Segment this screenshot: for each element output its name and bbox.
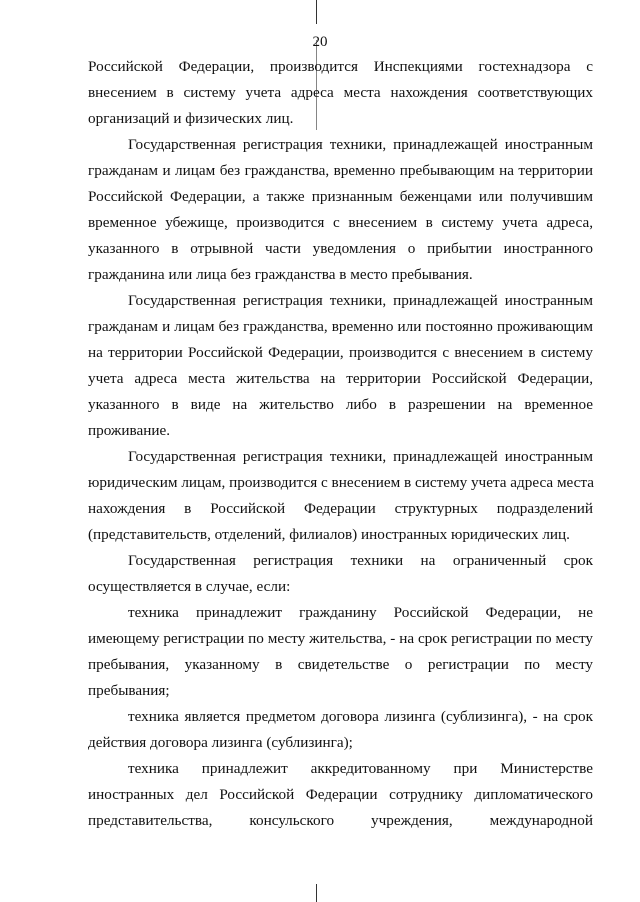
paragraph	[88, 288, 593, 444]
text-line: гражданам и лицам без гражданства, временно или постоянно проживающим	[88, 318, 593, 335]
text-line: осуществляется в случае, если:	[88, 578, 291, 595]
text-line: пребывания;	[88, 682, 170, 699]
paragraph	[88, 600, 593, 704]
text-line: указанного в отрывной части уведомления о прибытии иностранного	[88, 240, 593, 257]
paragraph	[88, 548, 593, 600]
text-line: действия договора лизинга (сублизинга);	[88, 734, 353, 751]
text-line: гражданам и лицам без гражданства, временно пребывающим на территории	[88, 162, 593, 179]
text-line: Российской Федерации, производится Инспекциями гостехнадзора с	[88, 58, 593, 75]
text-line: Российской Федерации, а также признанным беженцами или получившим	[88, 188, 593, 205]
paragraph	[88, 54, 593, 132]
text-line: на территории Российской Федерации, производится с внесением в систему	[88, 344, 593, 361]
text-line: нахождения в Российской Федерации структурных подразделений	[88, 500, 593, 517]
text-line: техника принадлежит аккредитованному при Министерстве	[128, 760, 593, 777]
scan-artifact-line-top	[316, 0, 317, 24]
text-line: иностранных дел Российской Федерации сотруднику дипломатического	[88, 786, 593, 803]
text-line: Государственная регистрация техники, принадлежащей иностранным	[128, 136, 593, 153]
text-line: техника является предметом договора лизинга (сублизинга), - на срок	[128, 708, 593, 725]
paragraph	[88, 444, 593, 548]
text-line: пребывания, указанному в свидетельстве о регистрации по месту	[88, 656, 593, 673]
text-line: имеющему регистрации по месту жительства, - на срок регистрации по месту	[88, 630, 593, 647]
text-line: организаций и физических лиц.	[88, 110, 294, 127]
text-line: внесением в систему учета адреса места нахождения соответствующих	[88, 84, 593, 101]
text-line: Государственная регистрация техники на ограниченный срок	[128, 552, 593, 569]
paragraph	[88, 704, 593, 756]
scan-artifact-line-bottom	[316, 884, 317, 902]
text-line: Государственная регистрация техники, принадлежащей иностранным	[128, 292, 593, 309]
text-line: техника принадлежит гражданину Российской Федерации, не	[128, 604, 593, 621]
page-number: 20	[312, 34, 328, 50]
paragraph	[88, 132, 593, 288]
text-line: представительства, консульского учреждения, международной	[88, 812, 593, 829]
text-line: проживание.	[88, 422, 171, 439]
text-line: временное убежище, производится с внесением в систему учета адреса,	[88, 214, 593, 231]
text-line: (представительств, отделений, филиалов) иностранных юридических лиц.	[88, 526, 570, 543]
text-line: юридическим лицам, производится с внесением в систему учета адреса места	[88, 474, 594, 491]
text-line: Государственная регистрация техники, принадлежащей иностранным	[128, 448, 593, 465]
document-body	[88, 54, 593, 834]
text-line: учета адреса места жительства на территории Российской Федерации,	[88, 370, 593, 387]
paragraph	[88, 756, 593, 834]
text-line: указанного в виде на жительство либо в разрешении на временное	[88, 396, 593, 413]
text-line: гражданина или лица без гражданства в место пребывания.	[88, 266, 473, 283]
